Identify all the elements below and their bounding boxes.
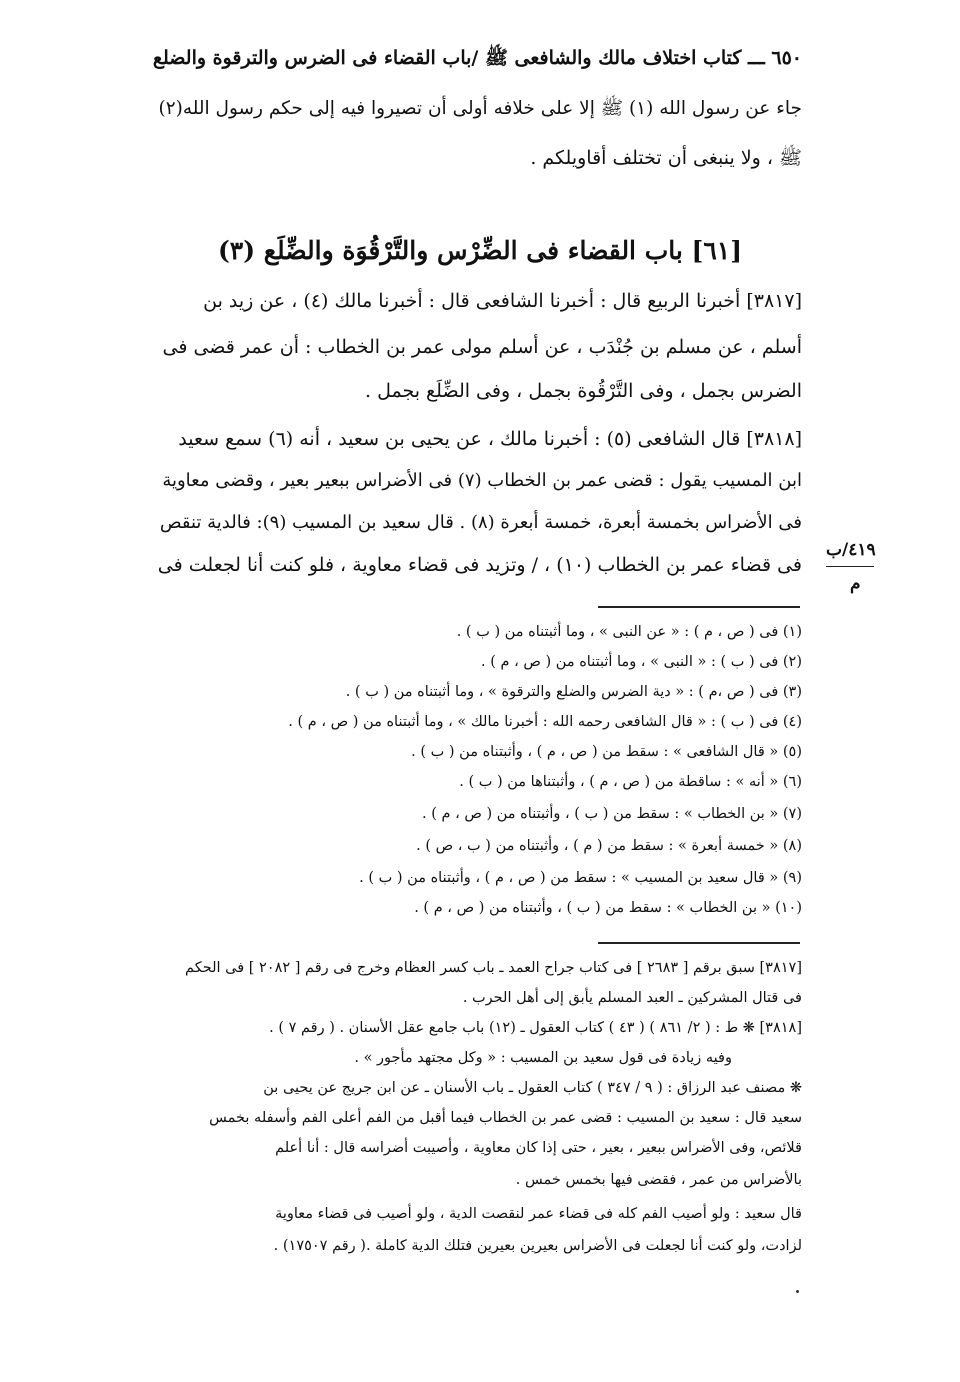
hadith-3817-line-3: الضرس بجمل ، وفى التَّرْقُوة بجمل ، وفى الضِّلَع بجمل . <box>365 380 802 402</box>
hadith-3818-line-4: فى قضاء عمر بن الخطاب (١٠) ، / وتزيد فى قضاء معاوية ، فلو كنت أنا لجعلت فى <box>157 554 802 576</box>
margin-divider <box>826 566 874 567</box>
hadith-3817-line-1: [٣٨١٧] أخبرنا الربيع قال : أخبرنا الشافعى قال : أخبرنا مالك (٤) ، عن زيد بن <box>203 290 802 312</box>
reference-abdurrazzaq-line-4: بالأضراس من عمر ، فقضى فيها بخمس خمس . <box>515 1172 802 1188</box>
footnote-5: (٥) « قال الشافعى » : سقط من ( ص ، م ) ، وأثبتناه من ( ب ) . <box>411 744 802 760</box>
hadith-3817-line-2: أسلم ، عن مسلم بن جُنْدَب ، عن أسلم مولى عمر بن الخطاب : أن عمر قضى فى <box>162 336 802 358</box>
intro-line-1: جاء عن رسول الله (١) ﷺ إلا على خلافه أولى أن تصيروا فيه إلى حكم رسول الله(٢) <box>158 98 802 119</box>
hadith-3818-line-3: فى الأضراس بخمسة أبعرة، خمسة أبعرة (٨) . قال سعيد بن المسيب (٩): فالدية تنقص <box>159 512 802 533</box>
reference-3817-line-2: فى قتال المشركين ـ العبد المسلم يأبق إلى أهل الحرب . <box>462 990 802 1006</box>
footnote-3: (٣) فى ( ص ،م ) : « دية الضرس والضلع والترقوة » ، وما أثبتناه من ( ب ) . <box>345 684 802 700</box>
footnote-8: (٨) « خمسة أبعرة » : سقط من ( م ) ، وأثبتناه من ( ب ، ص ) . <box>416 838 802 854</box>
reference-3818-line-2: وفيه زيادة فى قول سعيد بن المسيب : « وكل مجتهد مأجور » . <box>354 1050 732 1066</box>
reference-abdurrazzaq-line-6: لزادت، ولو كنت أنا لجعلت فى الأضراس بعيرين بعيرين فتلك الدية كاملة .( رقم ١٧٥٠٧) . <box>273 1238 802 1254</box>
footnote-2: (٢) فى ( ب ) : « النبى » ، وما أثبتناه من ( ص ، م ) . <box>481 654 802 670</box>
running-header: ٦٥٠ ـــ كتاب اختلاف مالك والشافعى ﷺ /باب القضاء فى الضرس والترقوة والضلع <box>152 47 802 69</box>
footnote-7: (٧) « بن الخطاب » : سقط من ( ب ) ، وأثبتناه من ( ص ، م ) . <box>422 806 802 822</box>
chapter-title: [٦١] باب القضاء فى الضِّرْس والتَّرْقُوَة والضِّلَع (٣) <box>217 236 743 265</box>
reference-3817-line-1: [٣٨١٧] سبق برقم [ ٢٦٨٣ ] فى كتاب جراح العمد ـ باب كسر العظام وخرج فى رقم [ ٢٠٨٢ ] فى الحكم <box>185 960 802 976</box>
hadith-3818-line-1: [٣٨١٨] قال الشافعى (٥) : أخبرنا مالك ، عن يحيى بن سعيد ، أنه (٦) سمع سعيد <box>178 428 802 450</box>
footnote-10: (١٠) « بن الخطاب » : سقط من ( ب ) ، وأثبتناه من ( ص ، م ) . <box>414 900 802 916</box>
intro-line-2: ﷺ ، ولا ينبغى أن تختلف أقاويلكم . <box>530 147 802 169</box>
reference-3818-line-1: [٣٨١٨] ❋ ط : ( ٢/ ٨٦١ ) ( ٤٣ ) كتاب العقول ـ (١٢) باب جامع عقل الأسنان . ( رقم ٧ ) . <box>269 1020 802 1036</box>
margin-folio-mark: م <box>850 574 861 594</box>
footnote-separator <box>598 606 800 608</box>
hadith-3818-line-2: ابن المسيب يقول : قضى عمر بن الخطاب (٧) فى الأضراس ببعير بعير ، وقضى معاوية <box>162 470 802 491</box>
footnote-9: (٩) « قال سعيد بن المسيب » : سقط من ( ص ، م ) ، وأثبتناه من ( ب ) . <box>359 870 802 886</box>
reference-separator <box>598 942 800 944</box>
footnote-6: (٦) « أنه » : ساقطة من ( ص ، م ) ، وأثبتناها من ( ب ) . <box>459 774 802 790</box>
reference-abdurrazzaq-line-1: ❋ مصنف عبد الرزاق : ( ٩ / ٣٤٧ ) كتاب العقول ـ باب الأسنان ـ عن ابن جريج عن يحيى بن <box>263 1080 802 1096</box>
reference-abdurrazzaq-line-3: قلائص، وفى الأضراس ببعير ، بعير ، حتى إذا كان معاوية ، وأصيبت أضراسه قال : أنا أعلم <box>275 1140 802 1156</box>
footnote-1: (١) فى ( ص ، م ) : « عن النبى » ، وما أثبتناه من ( ب ) . <box>456 624 802 640</box>
scan-speck <box>796 1290 799 1293</box>
footnote-4: (٤) فى ( ب ) : « قال الشافعى رحمه الله : أخبرنا مالك » ، وما أثبتناه من ( ص ، م ) . <box>288 714 802 730</box>
reference-abdurrazzaq-line-2: سعيد قال : سعيد بن المسيب : قضى عمر بن الخطاب فيما أقبل من الفم أعلى الفم وأسفله بخمس <box>209 1110 802 1126</box>
reference-abdurrazzaq-line-5: قال سعيد : ولو أصيب الفم كله فى قضاء عمر لنقصت الدية ، ولو أصيب فى قضاء معاوية <box>275 1206 802 1222</box>
margin-folio-number: ٤١٩/ب <box>826 540 876 560</box>
